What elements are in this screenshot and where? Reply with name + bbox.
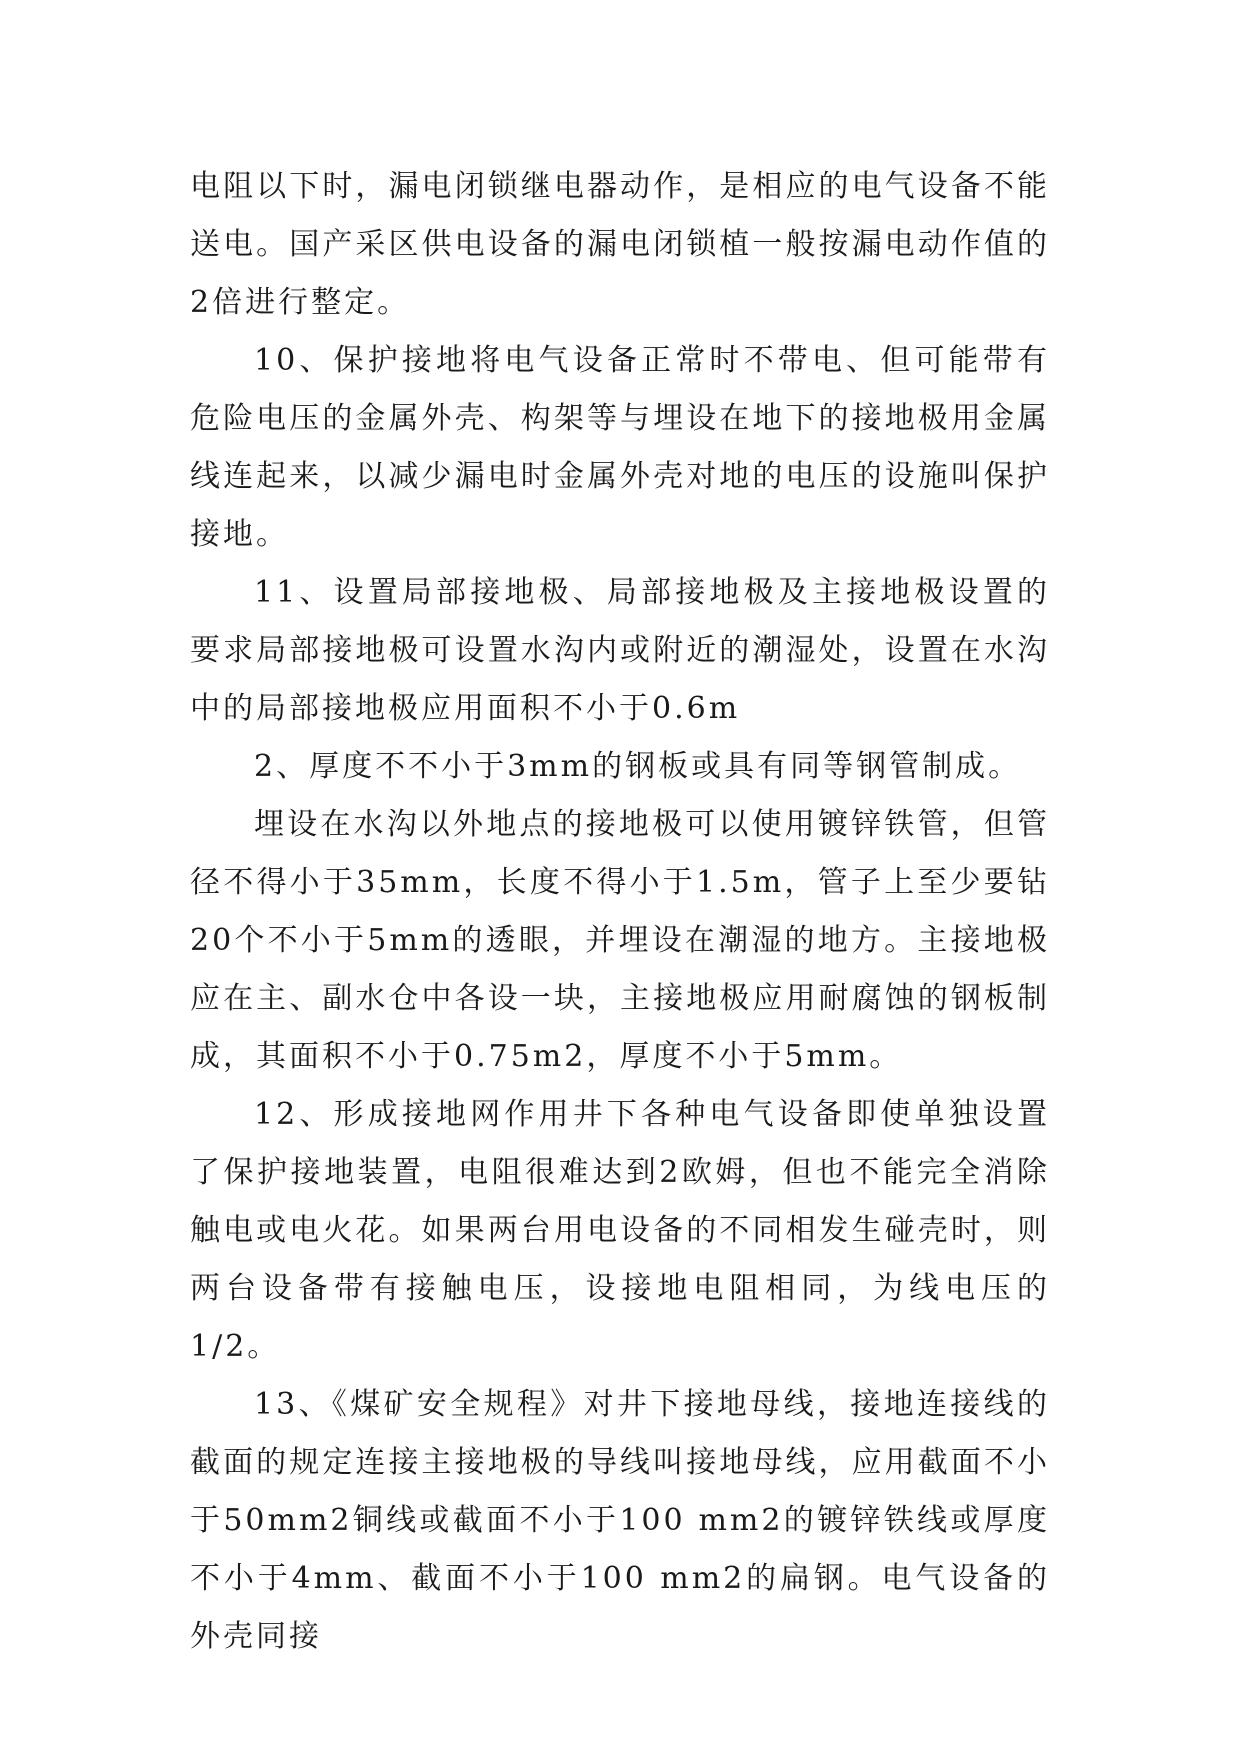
paragraph-buried-electrode: 埋设在水沟以外地点的接地极可以使用镀锌铁管，但管径不得小于35mm，长度不得小于1.5m，管子上至少要钻20个不小于5mm的透眼，并埋设在潮湿的地方。主接地极应在主、副水仓中各设一块，主接地极应用耐腐蚀的钢板制成，其面积不小于0.75m2，厚度不小于5mm。 bbox=[190, 807, 1050, 1074]
paragraph-grounding-network: 12、形成接地网作用井下各种电气设备即使单独设置了保护接地装置，电阻很难达到2欧姆，但也不能完全消除触电或电火花。如果两台用电设备的不同相发生碰壳时，则两台设备带有接触电压，设接地电阻相同，为线电压的1/2。 bbox=[190, 1097, 1050, 1364]
paragraph-local-ground-electrode: 11、设置局部接地极、局部接地极及主接地极设置的要求局部接地极可设置水沟内或附近的潮湿处，设置在水沟中的局部接地极应用面积不小于0.6m bbox=[190, 575, 1050, 726]
paragraph-protective-grounding: 10、保护接地将电气设备正常时不带电、但可能带有危险电压的金属外壳、构架等与埋设在地下的接地极用金属线连起来，以减少漏电时金属外壳对地的电压的设施叫保护接地。 bbox=[190, 343, 1050, 552]
paragraph-leakage-lockout: 电阻以下时，漏电闭锁继电器动作，是相应的电气设备不能送电。国产采区供电设备的漏电闭锁植一般按漏电动作值的2倍进行整定。 bbox=[190, 169, 1050, 320]
document-body bbox=[190, 158, 1050, 1666]
paragraph-safety-regulations: 13、《煤矿安全规程》对井下接地母线，接地连接线的截面的规定连接主接地极的导线叫接地母线，应用截面不小于50mm2铜线或截面不小于100 mm2的镀锌铁线或厚度不小于4mm、截面不小于100 mm2的扁钢。电气设备的外壳同接 bbox=[190, 1387, 1050, 1654]
paragraph-plate-thickness: 2、厚度不不小于3mm的钢板或具有同等钢管制成。 bbox=[254, 749, 1022, 784]
